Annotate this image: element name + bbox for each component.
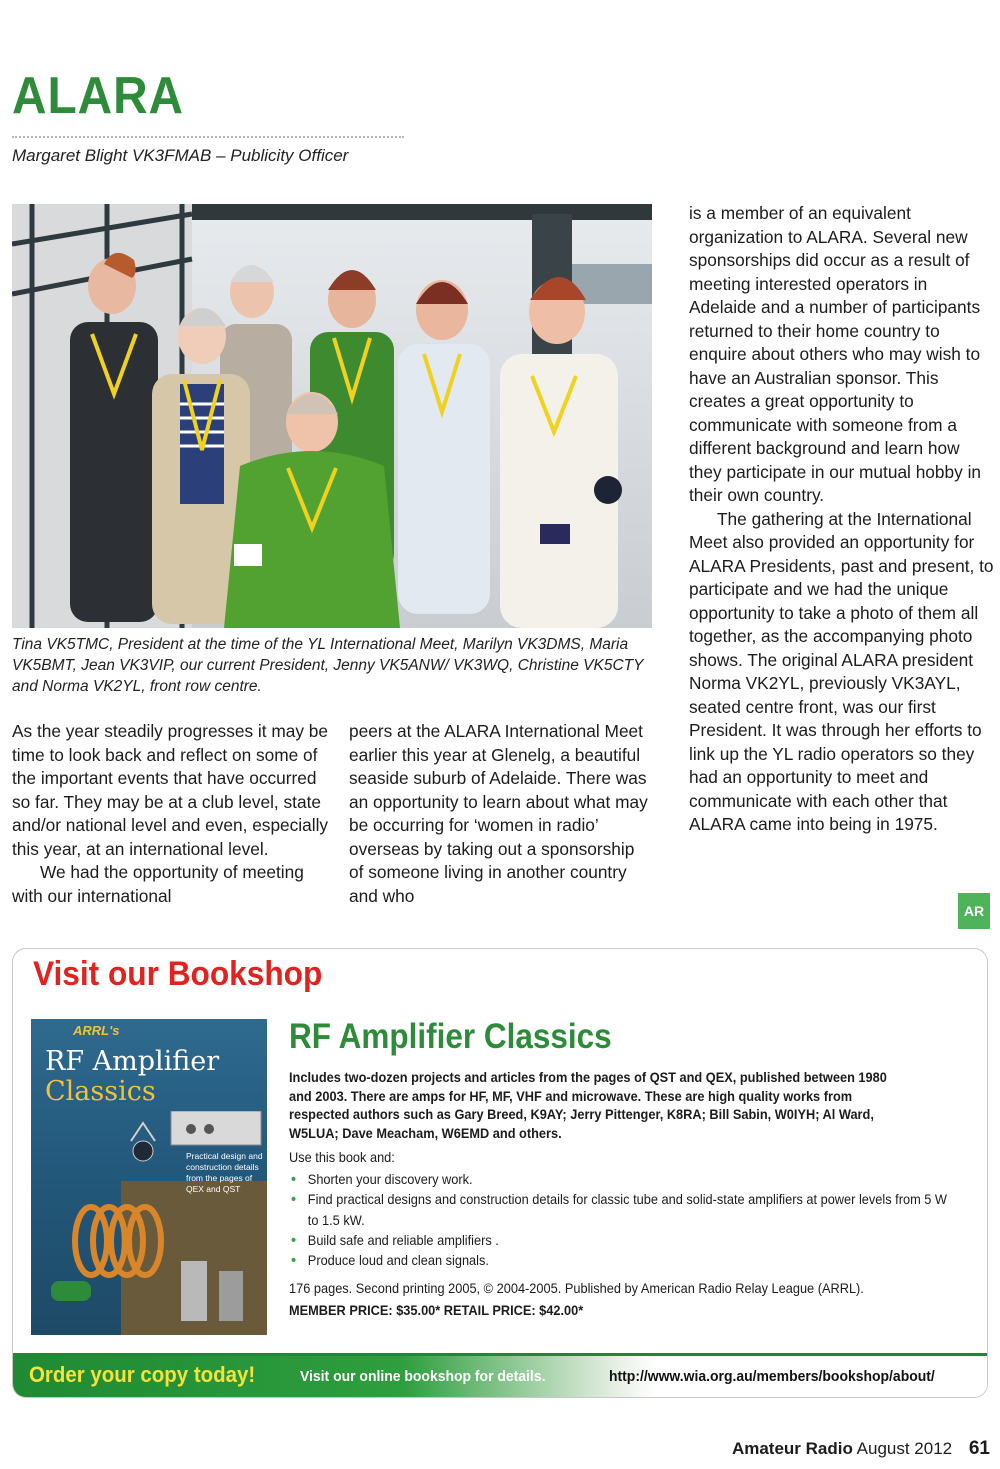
column-2-paragraph-1: peers at the ALARA International Meet earlier this year at Glenelg, a beautiful seaside suburb of Adelaide. There was an opportunity to learn about what may be occurring for ‘women in radio’ overseas by taking out a sponsorship of someone living in another country and who xyxy=(349,721,648,906)
list-item: • Shorten your discovery work. xyxy=(289,1170,947,1190)
title-divider xyxy=(12,136,404,138)
book-cover[interactable] xyxy=(31,1019,267,1335)
order-instructions: Visit our online bookshop for details. xyxy=(300,1368,546,1385)
article-column-2 xyxy=(349,720,649,908)
book-title: RF Amplifier Classics xyxy=(289,1017,612,1056)
column-3-paragraph-1: is a member of an equivalent organization to ALARA. Several new sponsorships did occur as a result of meeting interested operators in Adelaide and a number of participants returned to their home country to enquire about others who may wish to have an Australian sponsor. This creates a great opportunity to communicate with someone from a different background and learn how they participate in our mutual hobby in their own country. xyxy=(689,203,982,505)
article-column-3 xyxy=(689,202,995,837)
cover-title-line2: Classics xyxy=(45,1076,156,1107)
page-number: 61 xyxy=(968,1438,990,1459)
bookshop-heading: Visit our Bookshop xyxy=(33,955,323,993)
order-banner xyxy=(13,1353,987,1398)
cover-title-line1: RF Amplifier xyxy=(45,1046,220,1077)
article-end-mark-icon: AR xyxy=(958,893,990,929)
issue-date: August 2012 xyxy=(856,1439,953,1458)
bookshop-link[interactable]: http://www.wia.org.au/members/bookshop/about/ xyxy=(609,1368,935,1385)
photo-caption: Tina VK5TMC, President at the time of the YL International Meet, Marilyn VK3DMS, Maria VK5BMT, Jean VK3VIP, our current President, Jenny VK5ANW/ VK3WQ, Christine VK5CTY and Norma VK2YL, front row centre. xyxy=(12,636,644,695)
list-item: • Find practical designs and construction details for classic tube and solid-state amplifiers at power levels from 5 W to 1.5 kW. xyxy=(289,1190,947,1231)
list-item: • Build safe and reliable amplifiers . xyxy=(289,1231,947,1251)
price-line: MEMBER PRICE: $35.00* RETAIL PRICE: $42.00* xyxy=(289,1303,584,1318)
page-footer xyxy=(732,1438,990,1460)
book-benefits-list xyxy=(289,1170,947,1271)
book-use-intro: Use this book and: xyxy=(289,1150,395,1165)
column-1-paragraph-1: As the year steadily progresses it may be time to look back and reflect on some of the important events that have occurred so far. They may be at a club level, state and/or national level and even, especially this year, at an international level. xyxy=(12,721,329,859)
cover-note: Practical design and construction details from the pages of QEX and QST xyxy=(186,1151,263,1194)
column-3-paragraph-2: The gathering at the International Meet also provided an opportunity for ALARA Presidents, past and present, to participate and we had the unique opportunity to take a photo of them all together, as the accompanying photo shows. The original ALARA president Norma VK2YL, previously VK3AYL, seated centre front, was our first President. It was through her efforts to link up the YL radio operators so they had an opportunity to meet and communicate with each other that ALARA came into being in 1975. xyxy=(689,508,994,834)
order-call-to-action: Order your copy today! xyxy=(29,1362,256,1387)
group-photo xyxy=(12,204,652,628)
cover-publisher: ARRL's xyxy=(73,1023,120,1038)
publication-details: 176 pages. Second printing 2005, © 2004-2005. Published by American Radio Relay League (ARRL). xyxy=(289,1281,864,1296)
column-1-paragraph-2: We had the opportunity of meeting with our international xyxy=(12,862,304,906)
amplifier-illustration xyxy=(31,1111,267,1335)
list-item: • Produce loud and clean signals. xyxy=(289,1251,947,1271)
magazine-name: Amateur Radio xyxy=(731,1439,853,1458)
article-byline: Margaret Blight VK3FMAB – Publicity Officer xyxy=(12,146,349,165)
article-title: ALARA xyxy=(12,67,185,125)
book-description: Includes two-dozen projects and articles from the pages of QST and QEX, published between 1980 and 2003. There are amps for HF, MF, VHF and microwave. These are high quality works from respected authors such as Gary Breed, K9AY; Jerry Pittenger, K8RA; Bill Sabin, W0IYH; Al Ward, W5LUA; Dave Meacham, W6EMD and others. xyxy=(289,1070,887,1141)
article-column-1 xyxy=(12,720,330,908)
bookshop-ad xyxy=(12,948,988,1398)
group-photo-illustration xyxy=(12,204,652,628)
